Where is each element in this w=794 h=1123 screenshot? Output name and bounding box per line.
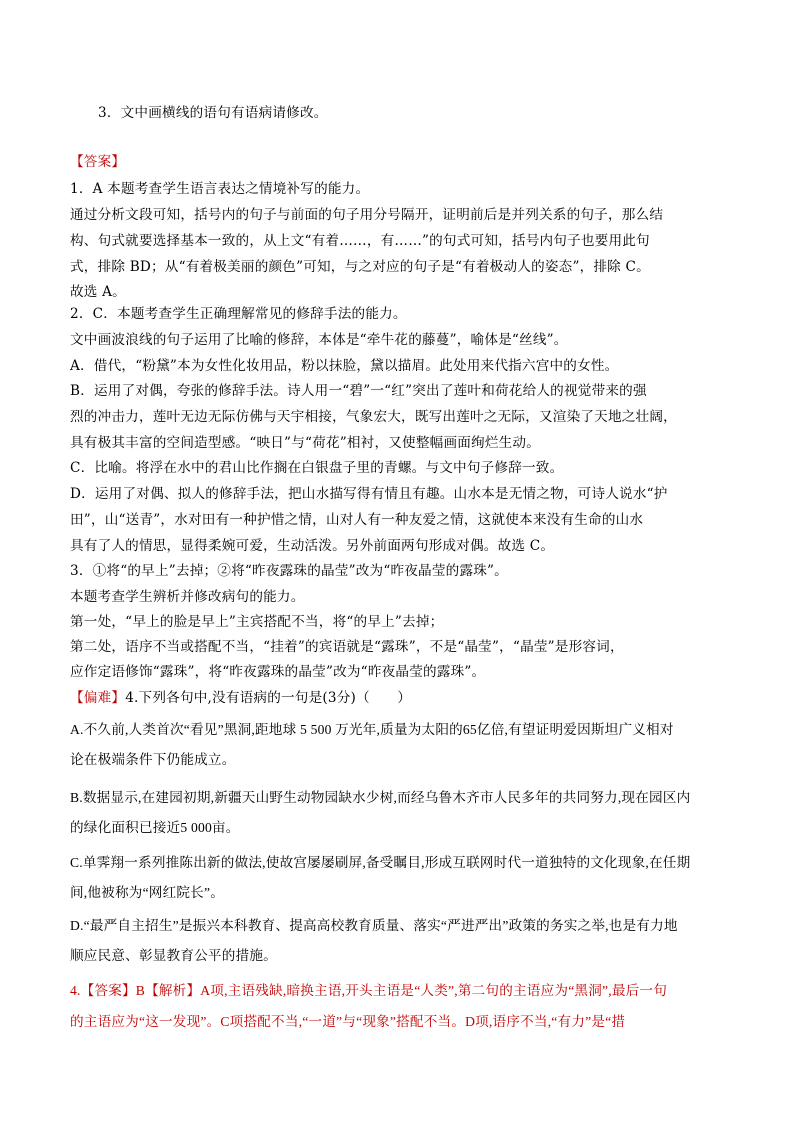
- answer-line: C．比喻。将浮在水中的君山比作搁在白银盘子里的青螺。与文中句子修辞一致。: [70, 460, 564, 476]
- answer-line: 3．①将“的早上”去掉；②将“昨夜露珠的晶莹”改为“昨夜晶莹的露珠”。: [70, 563, 508, 579]
- answer-line: 构、句式就要选择基本一致的，从上文“有着……，有……”的句式可知，括号内句子也要用此句: [70, 233, 650, 249]
- answer-line: 具有极其丰富的空间造型感。“映日”与“荷花”相衬，又使整幅画面绚烂生动。: [70, 435, 540, 451]
- answer-line: 1．A 本题考查学生语言表达之情境补写的能力。: [70, 181, 370, 197]
- answer-line: 田”，山“送青”，水对田有一种护惜之情，山对人有一种友爱之情，这就使本来没有生命的山水: [70, 512, 644, 528]
- answer-number: 4.: [70, 983, 81, 998]
- option-line: 论在极端条件下仍能成立。: [70, 752, 236, 767]
- difficulty-tag: 【偏难】: [70, 690, 126, 706]
- answer-line: 第二处，语序不当或搭配不当，“挂着”的宾语就是“露珠”，不是“晶莹”，“晶莹”是形容词，: [70, 639, 624, 655]
- answer-line: B．运用了对偶，夸张的修辞手法。诗人用一“碧”一“红”突出了莲叶和荷花给人的视觉带来的强: [70, 383, 647, 399]
- question-4-stem: [70, 689, 730, 707]
- option-line: A.不久前,人类首次“看见”黑洞,距地球 5 500 万光年,质量为太阳的65亿倍,有望证明爱因斯坦广义相对: [70, 722, 674, 737]
- analysis-tag: 【解析】: [145, 983, 201, 998]
- answer-line: 2．C．本题考查学生正确理解常见的修辞手法的能力。: [70, 306, 407, 322]
- answer-line: A．借代，“粉黛”本为女性化妆用品，粉以抹脸，黛以描眉。此处用来代指六宫中的女性。: [70, 358, 619, 374]
- option-line: B.数据显示,在建园初期,新疆天山野生动物园缺水少树,而经乌鲁木齐市人民多年的共同努力,现在园区内: [70, 790, 691, 805]
- option-line: C.单霁翔一系列推陈出新的做法,使故宫屡屡刷屏,备受瞩目,形成互联网时代一道独特的文化现象,在任期: [70, 855, 691, 870]
- answer-line: D．运用了对偶、拟人的修辞手法，把山水描写得有情且有趣。山水本是无情之物，可诗人说水“护: [70, 486, 668, 502]
- answer-tag: 【答案】: [80, 983, 136, 998]
- option-line: 间,他被称为“网红院长”。: [70, 885, 225, 900]
- option-line: D.“最严自主招生”是振兴本科教育、提高高校教育质量、落实“严进严出”政策的务实之举,也是有力地: [70, 918, 678, 933]
- answer-line: 烈的冲击力，莲叶无边无际仿佛与天宇相接，气象宏大，既写出莲叶之无际，又渲染了天地之壮阔，: [70, 409, 677, 425]
- answer-line: 第一处，“早上的脸是早上”主宾搭配不当，将“的早上”去掉；: [70, 614, 444, 630]
- question-4-text: 4.下列各句中,没有语病的一句是(3分)（ ）: [125, 690, 412, 706]
- answer-line: 文中画波浪线的句子运用了比喻的修辞，本体是“牵牛花的藤蔓”，喻体是“丝线”。: [70, 332, 568, 348]
- answer-line: 本题考查学生辨析并修改病句的能力。: [70, 589, 305, 605]
- analysis-line: 的主语应为“这一发现”。C项搭配不当,“一道”与“现象”搭配不当。D项,语序不当,“有力”是“措: [70, 1014, 626, 1029]
- question-3: 3．文中画横线的语句有语病请修改。: [98, 105, 328, 121]
- question-4-answer: [70, 982, 730, 1000]
- answer-line: 故选 A。: [70, 284, 126, 300]
- answer-line: 应作定语修饰“露珠”，将“昨夜露珠的晶莹”改为“昨夜晶莹的露珠”。: [70, 664, 486, 680]
- option-line: 的绿化面积已接近5 000亩。: [70, 820, 240, 835]
- answer-line: 式，排除 BD；从“有着极美丽的颜色”可知，与之对应的句子是“有着极动人的姿态”，排除 C。: [70, 259, 650, 275]
- answer-line: 通过分析文段可知，括号内的句子与前面的句子用分号隔开，证明前后是并列关系的句子，那么结: [70, 207, 664, 223]
- answer-line: 具有了人的情思，显得柔婉可爱，生动活泼。另外前面两句形成对偶。故选 C。: [70, 538, 555, 554]
- answer-header: 【答案】: [70, 154, 126, 170]
- option-line: 顺应民意、彰显教育公平的措施。: [70, 948, 277, 963]
- answer-letter: B: [135, 983, 146, 998]
- analysis-text: A项,主语残缺,暗换主语,开头主语是“人类”,第二句的主语应为“黑洞”,最后一句: [200, 983, 668, 998]
